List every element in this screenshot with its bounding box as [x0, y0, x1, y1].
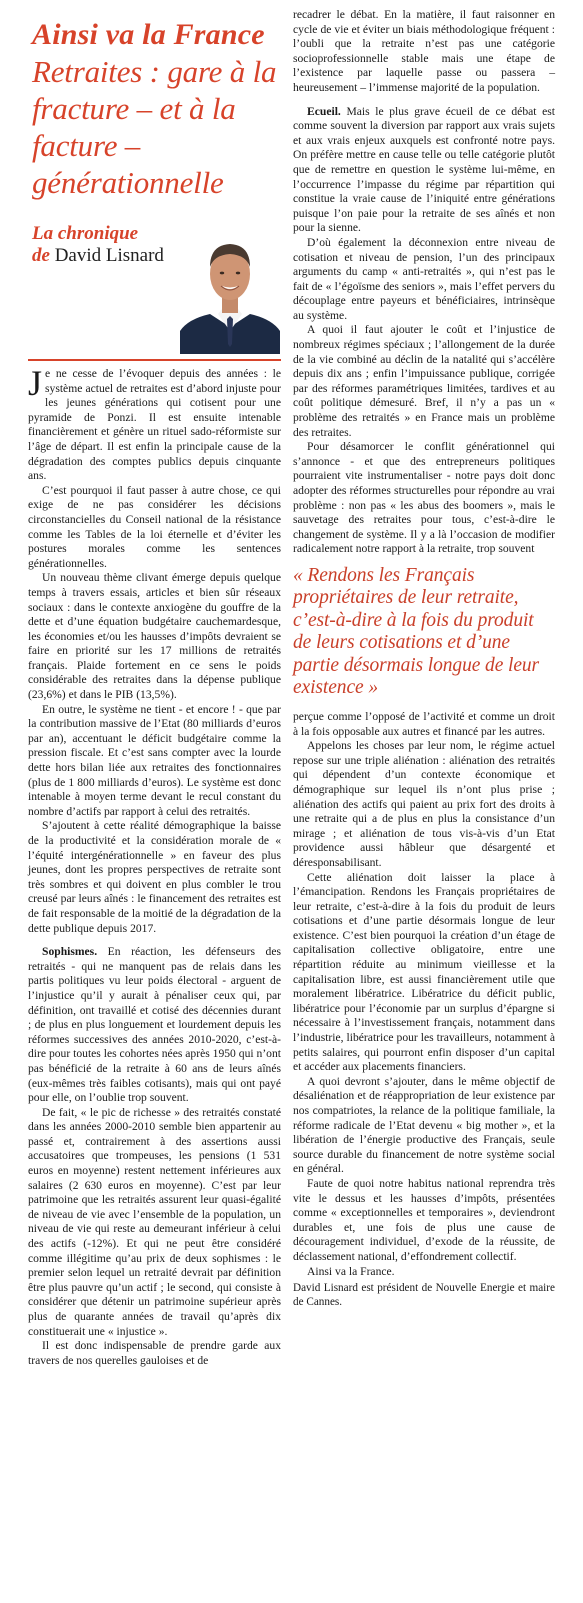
section-lead: Sophismes. [42, 945, 98, 959]
author-portrait [180, 219, 280, 354]
author-line [32, 245, 164, 267]
left-body [28, 363, 281, 1368]
divider-rule [28, 359, 281, 361]
paragraph: C’est pourquoi il faut passer à autre chose, ce qui exige de ne pas considérer les décisions circonstancielles du Conseil national de la résistance comme les Tables de la loi éternelle et d’éviter les postures morales comme les sentences générationnelles. [28, 483, 281, 570]
right-column [293, 8, 555, 1309]
section-paragraph: Sophismes. En réaction, les défenseurs des retraités - qui ne manquent pas de relais dans les partis politiques vu leur poids électoral - arguent de l’injustice qu’il y aurait à pénaliser ceux qui, par définition, ont travaillé et cotisé des décennies durant ; de plus en plus longuement et lourdement depuis les réformes successives des années 2010-2020, c’est-à-dire pour toutes les cohortes nées après 1950 qui n’ont pas bénéficié de la retraite à 60 ans de leurs aînés (eux-mêmes très faibles cotisants), mais qui ont payé pour elle, on l’oublie trop souvent. [28, 945, 281, 1105]
paragraph: A quoi devront s’ajouter, dans le même objectif de désaliénation et de réappropriation de leur existence par nos compatriotes, la relance de la politique familiale, la réforme radicale de l’Etat devenu « big mother », et la libération de l’énergie productive des Français, seule source durable du financement de notre système social en général. [293, 1074, 555, 1176]
drop-cap: J [28, 363, 43, 403]
author-name: David Lisnard [54, 245, 164, 266]
paragraph: Appelons les choses par leur nom, le régime actuel repose sur une triple aliénation : aliénation des retraités qui dépendent d’un contexte économique et démographique sur lequel ils n’ont plus prise ; aliénation des actifs qui paient au prix fort des droits à une retraite qui a de plus en plus la consistance d’un mirage ; et aliénation de tous vis-à-vis d’un Etat providence aussi hâbleur que désargenté et déresponsabilisant. [293, 739, 555, 869]
paragraph: En outre, le système ne tient - et encore ! - que par la contribution massive de l’Etat (80 milliards d’euros par an), accentuant le déficit budgétaire comme la pression fiscale. Et c’est sans compter avec la lourde dette hors bilan liée aux retraites des fonctionnaires (plus de 1 800 milliards d’euros). Le système est donc intenable à moyen terme devant le recul constant du nombre d’actifs par rapport à celui des retraités. [28, 702, 281, 818]
paragraph: perçue comme l’opposé de l’activité et comme un droit à la fois opposable aux autres et financé par les autres. [293, 709, 555, 738]
section-paragraph: Ecueil. Mais le plus grave écueil de ce débat est comme souvent la diversion par rapport aux vrais sujets et aux vrais enjeux auxquels est confronté notre pays. On préfère mettre en cause telle ou telle catégorie plutôt que de remettre en question le système lui-même, en l’occurrence l’impasse du régime par répartition qui constitue la vraie cause de l’iniquité entre générations puisque l’on paie pour la retraite de ses aînés et non pour la sienne. [293, 104, 555, 235]
byline [28, 219, 281, 359]
pull-quote: « Rendons les Français propriétaires de leur retraite, c’est-à-dire à la fois du produit de leurs cotisations et d’une partie désormais longue de leur existence » [293, 564, 540, 699]
paragraph: Il est donc indispensable de prendre garde aux travers de nos querelles gauloises et de [28, 1339, 281, 1367]
right-body [293, 8, 555, 557]
paragraph: Faute de quoi notre habitus national reprendra très vite le dessus et les hausses d’impôts, présentées comme « exceptionnelles et temporaires », deviendront durables et, une fois de plus une cause de découragement individuel, d’exode de la réussite, de déclassement national, d’effondrement collectif. [293, 1176, 555, 1263]
author-prefix: de [32, 245, 50, 266]
paragraph: De fait, « le pic de richesse » des retraités constaté dans les années 2000-2010 semble bien appartenir au passé et, contrairement à des assertions aussi accusatoires que trompeuses, les pensions (1 531 euros en moyenne) restent nettement inférieures aux salaires (2 630 euros en moyenne). C’est par leur patrimoine que les retraités assurent leur quasi-égalité de niveau de vie avec l’ensemble de la population, un niveau de vie qui reste au demeurant inférieur à celui des actifs (-12%). Et qui ne peut être considéré comme illégitime qu’au prix de deux sophismes : le premier selon lequel un retraité devrait par définition être plus pauvre qu’un actif ; le second, qui consiste à considérer que détenir un patrimoine supérieur après plus de quarante années de travail qu’après dix constituerait une « injustice ». [28, 1105, 281, 1338]
paragraph: S’ajoutent à cette réalité démographique la baisse de la productivité et la considération morale de « l’équité intergénérationnelle » en faveur des plus jeunes, dont les propres perspectives de retraite sont très sombres et qui doivent en plus combler le trou creusé par leurs aînés : le financement des retraites est de fait responsable de la moitié de la dégradation de la dette publique depuis 2017. [28, 819, 281, 935]
chronique-label: La chronique [32, 223, 139, 244]
paragraph: D’où également la déconnexion entre niveau de cotisation et niveau de pension, l’un des principaux arguments du camp « anti-retraités », qui n’est pas le fait de « l’égoïsme des seniors », mais l’effet pervers du découplage entre payeurs et bénéficiaires, intrinsèque au système. [293, 235, 555, 322]
left-column [28, 0, 281, 1368]
right-body-continued [293, 710, 555, 1309]
paragraph: Pour désamorcer le conflit générationnel qui s’annonce - et que des entrepreneurs politiques pourraient vite instrumentaliser - notre pays doit donc adopter des réformes structurelles pour répondre au vrai problème : non pas « les abus des boomers », mais le sauvetage des retraites pour tous, c’est-à-dire le changement de système. Il y a là l’occasion de modifier radicalement notre rapport à la retraite, trop souvent [293, 440, 555, 556]
paragraph: Je ne cesse de l’évoquer depuis des années : le système actuel de retraites est d’abord injuste pour les jeunes générations qui cotisent pour une pyramide de Ponzi. Il est ensuite intenable financièrement et génère un rituel sado-réformiste sur l’âge de départ. Il est enfin la principale cause de la dégradation des comptes publics depuis cinquante ans. [28, 363, 281, 483]
paragraph: Cette aliénation doit laisser la place à l’émancipation. Rendons les Français propriétaires de leur retraite, c’est-à-dire à la fois du produit de leurs cotisations et d’une partie désormais longue de leur existence. C’est bien pourquoi la création d’un étage de capitalisation collective obligatoire, entre une répartition réduite au minimum vieillesse et la capitalisation libre, est aussi financièrement utile que moralement libératrice. Libératrice du déficit public, libératrice pour l’économie par un surplus d’épargne si nécessaire à l’investissement français, notamment dans l’industrie, libératrice pour les travailleurs, notamment à petits salaires, qui pourront enfin disposer d’un capital et accéder aux placements financiers. [293, 870, 555, 1074]
author-bio: David Lisnard est président de Nouvelle Energie et maire de Cannes. [293, 1282, 555, 1308]
paragraph: recadrer le débat. En la matière, il faut raisonner en cycle de vie et éviter un biais méthodologique fréquent : l’oubli que la retraite n’est pas une catégorie socioprofessionnelle stable mais une étape de l’existence par laquelle passe ou passera – heureusement – l’immense majorité de la population. [293, 8, 555, 94]
section-lead: Ecueil. [307, 104, 341, 118]
headline: Retraites : gare à la fracture – et à la facture – générationnelle [32, 54, 277, 200]
paragraph: A quoi il faut ajouter le coût et l’injustice de nombreux régimes spéciaux ; l’allongement de la durée de la vie combiné au déclin de la natalité qui s’accélère depuis dix ans ; enfin l’impuissance publique, corrigée par des réformes paramétriques limitées, tardives et au coût politique démesuré. Bref, il n’y a pas un « problème des retraités » en France mais un problème des retraites. [293, 323, 555, 439]
sign-off: Ainsi va la France. [307, 1264, 395, 1278]
paragraph: Un nouveau thème clivant émerge depuis quelque temps à travers essais, articles et bien sûr réseaux sociaux : dans le contexte anxiogène du gouffre de la dette et d’une équation budgétaire cauchemardesque, les économies et/ou les hausses d’impôts devraient se faire en priorité sur les 17 millions de retraités français. Plaide fortement en ce sens le poids considérable des retraites dans la dépense publique (23,6%) et dans le PIB (13,5%). [28, 571, 281, 702]
series-title: Ainsi va la France [32, 18, 265, 51]
